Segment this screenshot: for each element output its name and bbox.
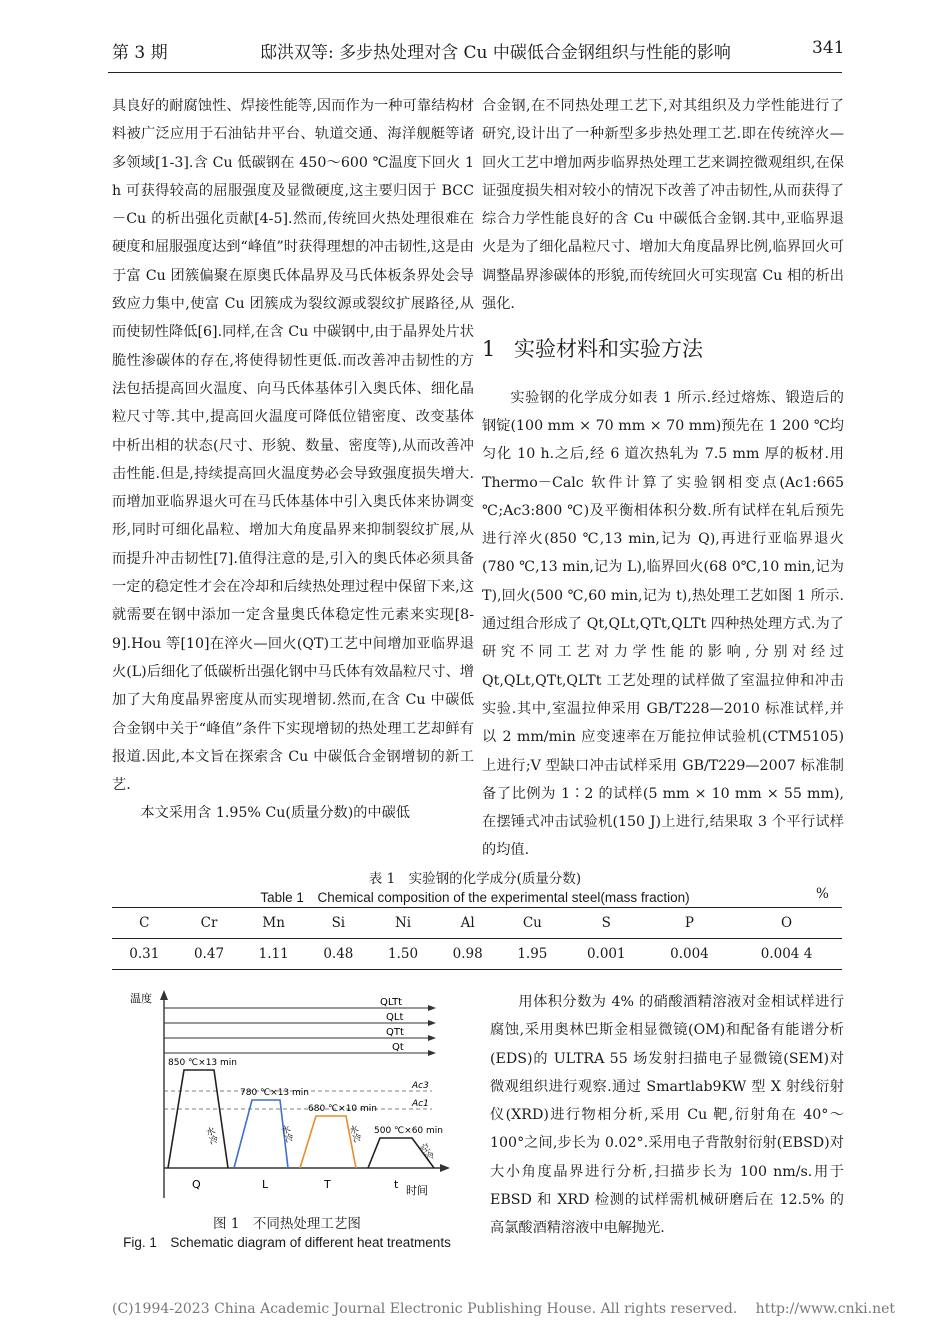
- table-cell: 0.001: [565, 939, 648, 970]
- y-axis-label: 温度: [130, 992, 152, 1005]
- right-paragraph-2: 实验钢的化学成分如表 1 所示.经过熔炼、锻造后的钢锭(100 mm × 70 mm × 70 mm)预先在 1 200 ℃均匀化 10 h.之后,经 6 道次热轧为 7.5 mm 厚的板材.用 Thermo－Calc 软件计算了实验钢相变点(Ac1:665 ℃;Ac3:800 ℃)及平衡相体积分数.所有试样在轧后预先进行淬火(850 ℃,13 min,记为 Q),再进行亚临界退火(780 ℃,13 min,记为 L),临界回火(68 0℃,10 min,记为 T),回火(500 ℃,60 min,记为 t),热处理工艺如图 1 所示.通过组合形成了 Qt,QLt,QTt,QLTt 四种热处理方式.为了研究不同工艺对力学性能的影响,分别对经过 Qt,QLt,QTt,QLTt 工艺处理的试样做了室温拉伸和冲击实验.其中,室温拉伸采用 GB/T228—2010 标准试样,并以 2 mm/min 应变速率在万能拉伸试验机(CTM5105)上进行;V 型缺口冲击试样采用 GB/T229—2007 标准制备了比例为 1∶2 的试样(5 mm × 10 mm × 55 mm),在摆锤式冲击试验机(150 J)上进行,结果取 3 个平行试样的均值.: [482, 389, 844, 859]
- right-column-lower: [490, 988, 844, 1243]
- table-cell: 0.47: [177, 939, 242, 970]
- table-cell: 0.004: [648, 939, 731, 970]
- table-col-header: Si: [306, 908, 371, 939]
- ac3-label: Ac3: [412, 1081, 429, 1091]
- composition-table: [112, 907, 842, 970]
- table-col-header: Cr: [177, 908, 242, 939]
- stage-temper: t: [394, 1178, 399, 1191]
- table-col-header: P: [648, 908, 731, 939]
- table-col-header: Cu: [500, 908, 565, 939]
- table-cell: 0.31: [112, 939, 177, 970]
- issue-number: 第 3 期: [112, 43, 168, 63]
- header-rule: [108, 72, 842, 73]
- table-col-header: C: [112, 908, 177, 939]
- table-unit: %: [816, 886, 829, 902]
- step-l-label: 780 ℃×13 min: [240, 1088, 309, 1098]
- stage-t: T: [324, 1178, 331, 1191]
- water-quench-label-2: 水冷: [278, 1123, 294, 1145]
- x-axis-label: 时间: [406, 1184, 428, 1197]
- table-cell: 1.95: [500, 939, 565, 970]
- table-cell: 0.004 4: [731, 939, 842, 970]
- table-cell: 1.11: [241, 939, 306, 970]
- stage-l: L: [262, 1178, 269, 1191]
- left-paragraph-2: 本文采用含 1.95% Cu(质量分数)的中碳低: [140, 805, 410, 822]
- water-quench-label-1: 水冷: [202, 1125, 219, 1147]
- section-heading: [482, 335, 844, 363]
- table-cell: 0.98: [435, 939, 500, 970]
- heat-treatment-diagram: [112, 988, 462, 1208]
- copyright-footer: (C)1994-2023 China Academic Journal Electronic Publishing House. All rights reserved. http://www.cnki.net: [112, 1301, 896, 1317]
- process-label-qlt: QLt: [386, 1012, 404, 1023]
- right-column: [482, 92, 844, 865]
- step-temper-label: 500 ℃×60 min: [374, 1126, 443, 1136]
- arrow-icon: [428, 1005, 436, 1011]
- stage-q: Q: [192, 1178, 201, 1191]
- ac1-label: Ac1: [412, 1099, 429, 1109]
- table-header-row: [112, 908, 842, 939]
- left-column: [112, 92, 474, 828]
- table-cell: 1.50: [371, 939, 436, 970]
- critical-temper-profile: [300, 1116, 356, 1168]
- running-title: 邸洪双等: 多步热处理对含 Cu 中碳低合金钢组织与性能的影响: [260, 43, 731, 63]
- table-col-header: Ni: [371, 908, 436, 939]
- table-col-header: O: [731, 908, 842, 939]
- air-cool-label: 空冷: [417, 1142, 435, 1163]
- process-label-qtt: QTt: [386, 1027, 404, 1038]
- table-col-header: S: [565, 908, 648, 939]
- step-t-label: 680 ℃×10 min: [308, 1104, 377, 1114]
- table-col-header: Mn: [241, 908, 306, 939]
- y-axis-arrow-icon: [160, 990, 168, 1000]
- table-col-header: Al: [435, 908, 500, 939]
- process-label-qt: Qt: [392, 1042, 404, 1053]
- right-paragraph-1: 合金钢,在不同热处理工艺下,对其组织及力学性能进行了研究,设计出了一种新型多步热处理工艺.即在传统淬火—回火工艺中增加两步临界热处理工艺来调控微观组织,在保证强度损失相对较小的情况下改善了冲击韧性,从而获得了综合力学性能良好的含 Cu 中碳低合金钢.其中,亚临界退火是为了细化晶粒尺寸、增加大角度晶界比例,临界回火可调整晶界渗碳体的形貌,而传统回火可实现富 Cu 相的析出强化.: [482, 98, 844, 313]
- table-cell: 0.48: [306, 939, 371, 970]
- step-q-label: 850 ℃×13 min: [168, 1058, 237, 1068]
- process-label-qltt: QLTt: [380, 997, 403, 1008]
- section-number: 1: [482, 337, 496, 362]
- figure-caption-en: Fig. 1 Schematic diagram of different heat treatments: [123, 1235, 451, 1250]
- arrow-icon: [428, 1050, 436, 1056]
- quench-profile: [168, 1070, 228, 1168]
- page-number: 341: [812, 38, 845, 58]
- left-paragraph-1: 具良好的耐腐蚀性、焊接性能等,因而作为一种可靠结构材料被广泛应用于石油钻井平台、轨道交通、海洋舰艇等诸多领域[1-3].含 Cu 低碳钢在 450～600 ℃温度下回火 1 h 可获得较高的屈服强度及显微硬度,这主要归因于 BCC－Cu 的析出强化贡献[4-5].然而,传统回火热处理很难在硬度和屈服强度达到“峰值”时获得理想的冲击韧性,这是由于富 Cu 团簇偏聚在原奥氏体晶界及马氏体板条界处会导致应力集中,使富 Cu 团簇成为裂纹源或裂纹扩展路径,从而使韧性降低[6].同样,在含 Cu 中碳钢中,由于晶界处片状脆性渗碳体的存在,将使得韧性更低.而改善冲击韧性的方法包括提高回火温度、向马氏体基体引入奥氏体、细化晶粒尺寸等.其中,提高回火温度可降低位错密度、改变基体中析出相的状态(尺寸、形貌、数量、密度等),从而改善冲击性能.但是,持续提高回火温度势必会导致强度损失增大.而增加亚临界退火可在马氏体基体中引入奥氏体来协调变形,同时可细化晶粒、增加大角度晶界来抑制裂纹扩展,从而提升冲击韧性[7].值得注意的是,引入的奥氏体必须具备一定的稳定性才会在冷却和后续热处理过程中保留下来,这就需要在钢中添加一定含量奥氏体稳定性元素来实现[8-9].Hou 等[10]在淬火—回火(QT)工艺中间增加亚临界退火(L)后细化了低碳析出强化钢中马氏体有效晶粒尺寸、增加了大角度晶界密度从而实现增韧.然而,在含 Cu 中碳低合金钢中关于“峰值”条件下实现增韧的热处理工艺却鲜有报道.因此,本文旨在探索含 Cu 中碳低合金钢增韧的新工艺.: [112, 98, 474, 794]
- right-paragraph-3: 用体积分数为 4% 的硝酸酒精溶液对金相试样进行腐蚀,采用奥林巴斯金相显微镜(OM)和配备有能谱分析(EDS)的 ULTRA 55 场发射扫描电子显微镜(SEM)对微观组织进行观察.通过 Smartlab9KW 型 X 射线衍射仪(XRD)进行物相分析,采用 Cu 靶,衍射角在 40°～100°之间,步长为 0.02°.采用电子背散射衍射(EBSD)对大小角度晶界进行分析,扫描步长为 100 nm/s.用于 EBSD 和 XRD 检测的试样需机械研磨后在 12.5% 的高氯酸酒精溶液中电解抛光.: [490, 994, 844, 1237]
- water-quench-label-3: 水冷: [346, 1123, 362, 1145]
- table-caption-en: Table 1 Chemical composition of the experimental steel(mass fraction): [260, 890, 690, 905]
- section-title: 实验材料和实验方法: [514, 337, 703, 362]
- x-axis-arrow-icon: [440, 1164, 450, 1172]
- table-row: [112, 939, 842, 970]
- table-caption-cn: 表 1 实验钢的化学成分(质量分数): [368, 871, 582, 887]
- arrow-icon: [428, 1035, 436, 1041]
- figure-caption-cn: 图 1 不同热处理工艺图: [213, 1216, 361, 1232]
- arrow-icon: [428, 1020, 436, 1026]
